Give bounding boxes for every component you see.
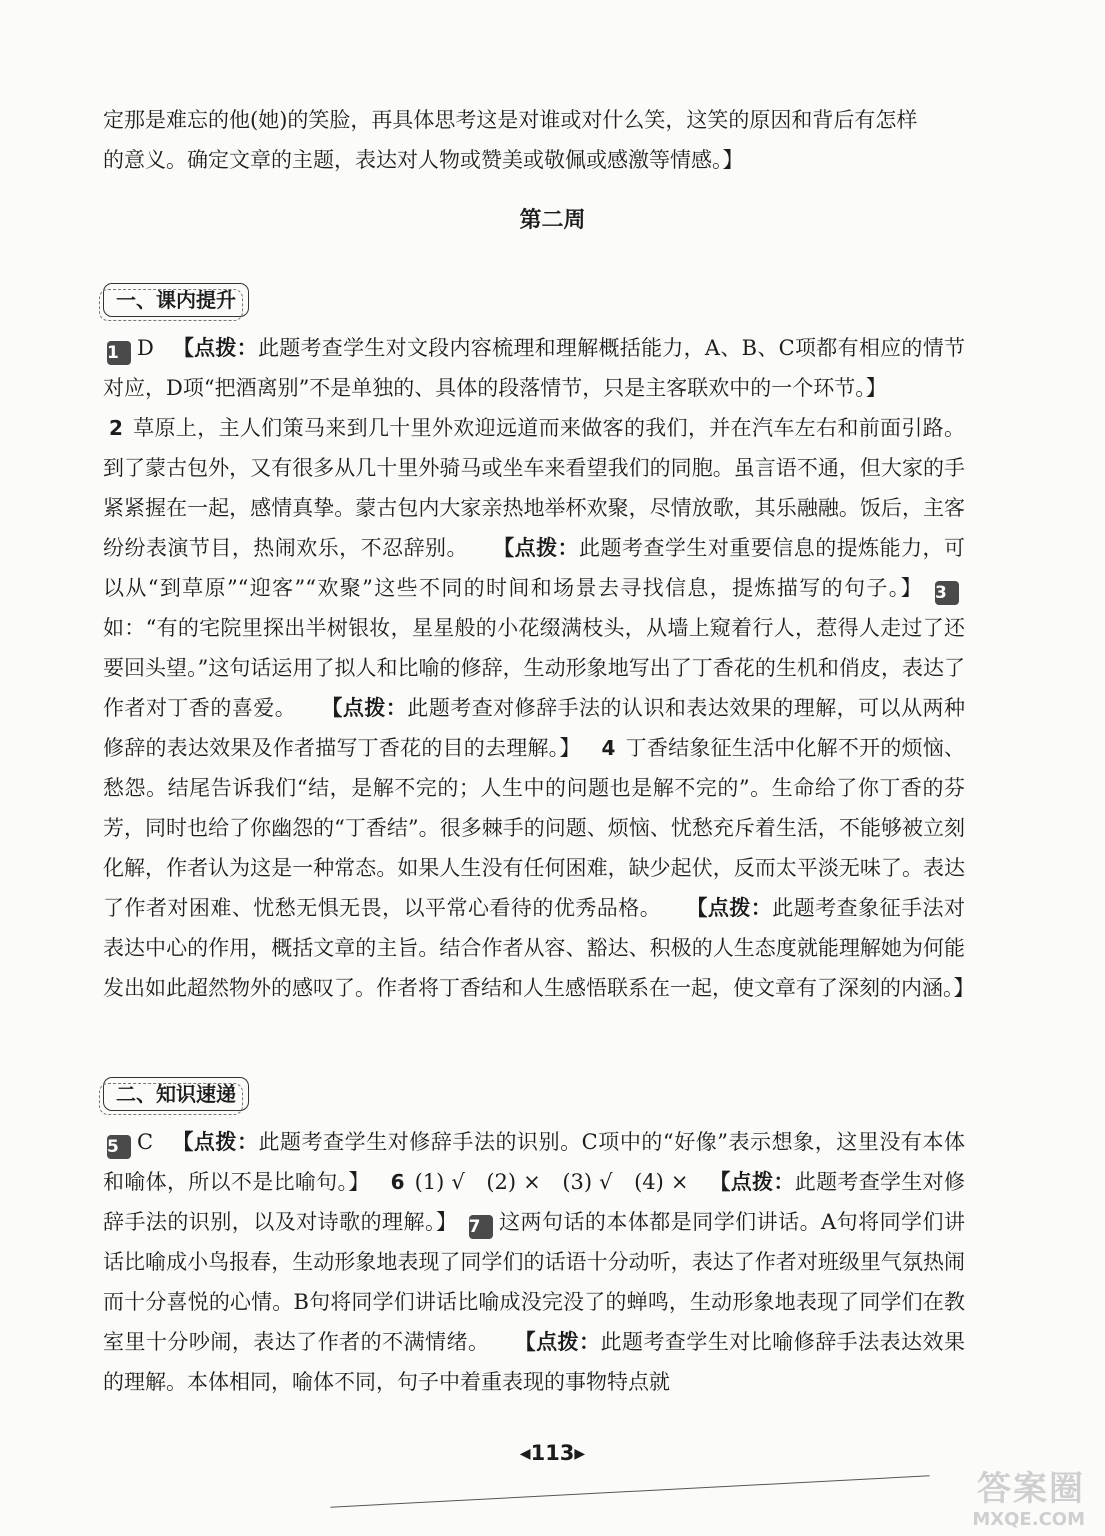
week-title: 第二周 xyxy=(519,208,586,233)
hint-1: 此题考查学生对文段内容梳理和理解概括能力，A、B、C项都有相应的情节对应，D项“把酒离别”不是单独的、具体的段落情节，只是主客联欢中的一个环节。】 xyxy=(103,336,965,400)
hint-6: 此题考查学生对修辞手法的识别，以及对诗歌的理解。】 xyxy=(103,1170,965,1234)
hint-7: 此题考查学生对比喻修辞手法表达效果的理解。本体相同，喻体不同，句子中着重表现的事物特点就 xyxy=(103,1330,966,1394)
watermark-url: MXQE.COM xyxy=(972,1509,1085,1530)
question-number-4: 4 xyxy=(601,736,616,760)
hint-label-6: 【点拨： xyxy=(709,1170,795,1194)
hint-3: 此题考查对修辞手法的认识和表达效果的理解，可以从两种修辞的表达效果及作者描写丁香花的目的去理解。】 xyxy=(103,696,966,760)
hint-label-2: 【点拨： xyxy=(493,536,580,560)
answer-5: C xyxy=(137,1130,154,1154)
hint-5: 此题考查学生对修辞手法的识别。C项中的“好像”表示想象，这里没有本体和喻体，所以不是比喻句。】 xyxy=(103,1130,966,1194)
hint-4: 此题考查象征手法对表达中心的作用，概括文章的主旨。结合作者从容、豁达、积极的人生态度就能理解她为何能发出如此超然物外的感叹了。作者将丁香结和人生感悟联系在一起，使文章有了深刻的内涵。】 xyxy=(103,896,975,1000)
section-header-2: 二、知识速递 xyxy=(103,1077,249,1111)
answer-6: (1) √ (2) × (3) √ (4) × xyxy=(414,1170,689,1194)
question-number-1: 1 xyxy=(107,341,131,365)
question-number-2: 2 xyxy=(109,416,123,440)
section-header-1: 一、课内提升 xyxy=(103,283,249,317)
footer-line xyxy=(330,1475,929,1507)
hint-label-1: 【点拨： xyxy=(172,336,258,360)
page-number-value: 113 xyxy=(530,1441,575,1465)
intro-line-1: 定那是难忘的他(她)的笑脸，再具体思考这是对谁或对什么笑，这笑的原因和背后有怎样 xyxy=(103,108,918,132)
hint-2: 此题考查学生对重要信息的提炼能力，可以从“到草原”“迎客”“欢聚”这些不同的时间和场景去寻找信息，提炼描写的句子。】 xyxy=(103,536,966,600)
question-number-7: 7 xyxy=(469,1215,493,1239)
answer-1: D xyxy=(137,336,154,360)
margin-faint-marks xyxy=(1020,580,1042,740)
left-arrow-icon: ◀ xyxy=(519,1446,531,1462)
hint-label-3: 【点拨： xyxy=(321,696,408,720)
question-number-6: 6 xyxy=(390,1170,405,1194)
answer-2: 草原上，主人们策马来到几十里外欢迎远道而来做客的我们，并在汽车左右和前面引路。到了蒙古包外，又有很多从几十里外骑马或坐车来看望我们的同胞。虽言语不通，但大家的手紧紧握在一起，感情真挚。蒙古包内大家亲热地举杯欢聚，尽情放歌，其乐融融。饭后，主客纷纷表演节目，热闹欢乐，不忍辞别。 xyxy=(103,416,965,560)
section-2-body xyxy=(103,1122,965,1402)
page-number xyxy=(0,1441,1105,1465)
intro-paragraph xyxy=(103,100,965,180)
section-1-body xyxy=(103,328,975,1008)
hint-label-7: 【点拨： xyxy=(514,1330,601,1354)
hint-label-5: 【点拨： xyxy=(172,1130,259,1154)
intro-line-2: 的意义。确定文章的主题，表达对人物或赞美或敬佩或感激等情感。】 xyxy=(103,148,744,172)
answer-7: 这两句话的本体都是同学们讲话。A句将同学们讲话比喻成小鸟报春，生动形象地表现了同学们的话语十分动听，表达了作者对班级里气氛热闹而十分喜悦的心情。B句将同学们讲话比喻成没完没了的蝉鸣，生动形象地表现了同学们在教室里十分吵闹，表达了作者的不满情绪。 xyxy=(103,1210,965,1354)
watermark-logo: 答案圈 xyxy=(977,1469,1085,1509)
question-number-3: 3 xyxy=(935,581,959,605)
answer-4: 丁香结象征生活中化解不开的烦恼、愁怨。结尾告诉我们“结，是解不完的；人生中的问题也是解不完的”。生命给了你丁香的芬芳，同时也给了你幽怨的“丁香结”。很多棘手的问题、烦恼、忧愁充斥着生活，不能够被立刻化解，作者认为这是一种常态。如果人生没有任何困难，缺少起伏，反而太平淡无味了。表达了作者对困难、忧愁无惧无畏，以平常心看待的优秀品格。 xyxy=(103,736,966,920)
question-number-5: 5 xyxy=(107,1135,131,1159)
right-arrow-icon: ▶ xyxy=(574,1446,586,1462)
answer-3: 如：“有的宅院里探出半树银妆，星星般的小花缀满枝头，从墙上窥着行人，惹得人走过了还要回头望。”这句话运用了拟人和比喻的修辞，生动形象地写出了丁香花的生机和俏皮，表达了作者对丁香的喜爱。 xyxy=(103,616,965,720)
hint-label-4: 【点拨： xyxy=(686,896,773,920)
